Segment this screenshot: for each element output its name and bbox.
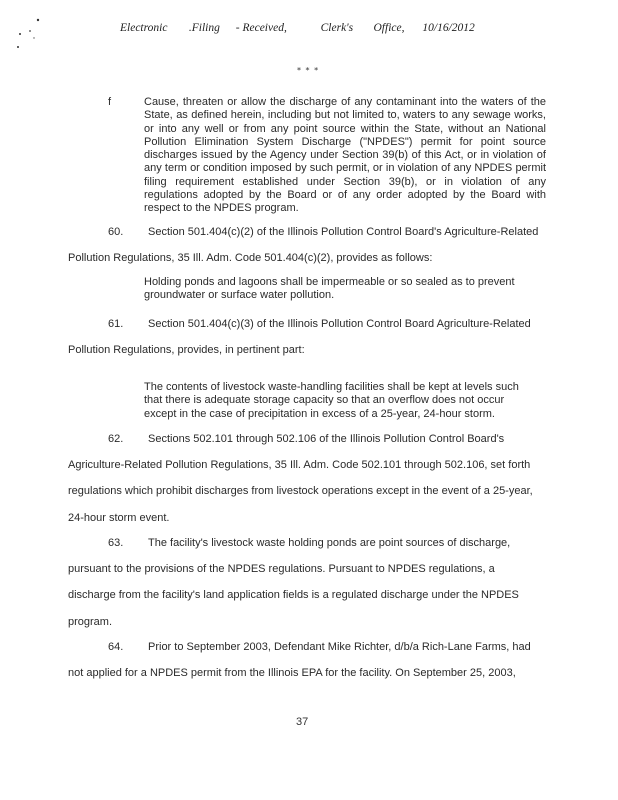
paragraph-number: 60. (108, 226, 124, 238)
paragraph-text: Section 501.404(c)(2) of the Illinois Pollution Control Board's Agriculture-Related Pollution Regulations, 35 Ill. Adm. Code 501.404(c)(2), provides as follows: (68, 226, 539, 265)
header-date: 10/16/2012 (422, 22, 475, 34)
paragraph-62 (68, 426, 544, 531)
paragraph-number: 61. (108, 318, 124, 330)
paragraph-number: 63. (108, 537, 124, 549)
paragraph-64 (68, 634, 544, 686)
top-mark: * * * (297, 66, 320, 75)
header-office: Office, (373, 22, 405, 34)
filing-header (120, 22, 480, 34)
paragraph-number: 64. (108, 641, 124, 653)
header-clerks: Clerk's (320, 22, 354, 34)
page-number: 37 (296, 716, 309, 728)
block-quote-60: Holding ponds and lagoons shall be impermeable or so sealed as to prevent groundwater or surface water pollution. (144, 276, 515, 302)
subsection-label: f (108, 96, 112, 108)
paragraph-text: The facility's livestock waste holding ponds are point sources of discharge, pursuant to the provisions of the NPDES regulations. Pursuant to NPDES regulations, a discharge from the facility's land application fields is a regulated discharge under the NPDES program. (68, 537, 519, 628)
scan-specks (12, 14, 52, 54)
paragraph-number: 62. (108, 433, 124, 445)
paragraph-60 (68, 219, 544, 271)
paragraph-61 (68, 311, 544, 363)
paragraph-text: Prior to September 2003, Defendant Mike Richter, d/b/a Rich-Lane Farms, had not applied for a NPDES permit from the Illinois EPA for the facility. On September 25, 2003, (68, 641, 531, 680)
paragraph-text: Sections 502.101 through 502.106 of the Illinois Pollution Control Board's Agriculture-Related Pollution Regulations, 35 Ill. Adm. Code 502.101 through 502.106, set forth regulations which prohibit discharges from livestock operations except in the event of a 25-year, 24-hour storm event. (68, 433, 533, 524)
header-electronic: Electronic (120, 22, 168, 34)
paragraph-text: Section 501.404(c)(3) of the Illinois Pollution Control Board Agriculture-Related Pollution Regulations, provides, in pertinent part: (68, 318, 531, 357)
block-quote-61: The contents of livestock waste-handling facilities shall be kept at levels such that there is adequate storage capacity so that an overflow does not occur except in the case of precipitation in excess of a 25-year, 24-hour storm. (144, 381, 519, 420)
header-filing: .Filing (188, 22, 220, 34)
paragraph-63 (68, 530, 544, 635)
header-received: - Received, (235, 22, 287, 34)
subsection-text: Cause, threaten or allow the discharge of any contaminant into the waters of the State, as defined herein, including but not limited to, waters to any sewage works, or into any well or from any point source within the State, without an National Pollution Elimination System Discharge ("NPDES") permit for point source discharges issued by the Agency under Section 39(b) of this Act, or in violation of any term or condition imposed by such permit, or in violation of any NPDES permit filing requirement established under Section 39(b), or in violation of any regulations adopted by the Board or of any order adopted by the Board with respect to the NPDES program. (144, 96, 546, 215)
